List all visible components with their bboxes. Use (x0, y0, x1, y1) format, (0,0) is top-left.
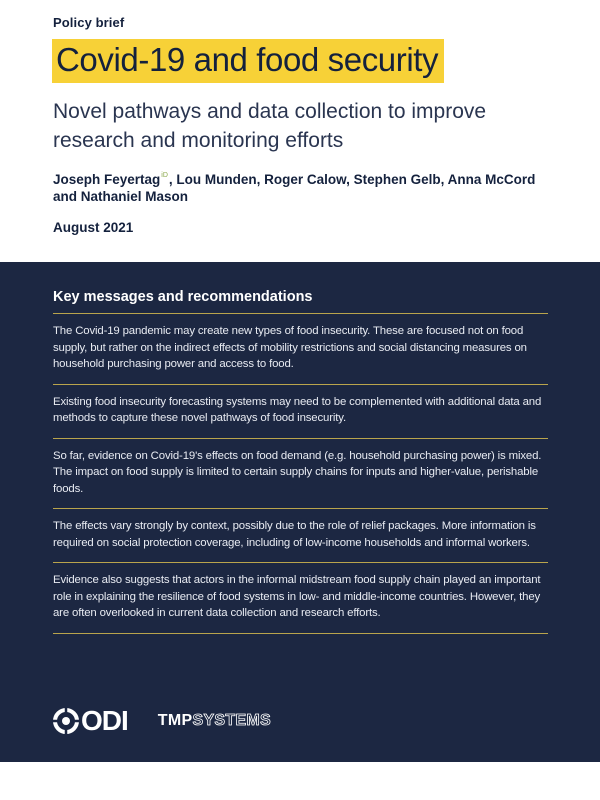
cover-header (0, 0, 600, 262)
partner-logos (53, 707, 271, 735)
key-message: The effects vary strongly by context, possibly due to the role of relief packages. More information is required on social protection coverage, including of low-income households and informal workers. (53, 520, 536, 549)
author-lead: Joseph Feyertag (53, 172, 161, 187)
key-message: The Covid-19 pandemic may create new types of food insecurity. These are focused not on food supply, but rather on the indirect effects of mobility restrictions and social distancing measures on household purchasing power and access to food. (53, 325, 527, 370)
tmp-systems-logo (158, 711, 271, 731)
divider (53, 633, 548, 634)
document-subtitle: Novel pathways and data collection to improve research and monitoring efforts (53, 100, 487, 152)
key-messages-panel (0, 262, 600, 762)
document-title: Covid-19 and food security (56, 41, 439, 78)
odi-wordmark: ODI (81, 705, 128, 736)
key-messages-list (53, 313, 548, 634)
title-highlight (52, 39, 444, 83)
publication-date: August 2021 (53, 220, 134, 235)
key-message: Existing food insecurity forecasting systems may need to be complemented with additional data and methods to capture these novel pathways of food insecurity. (53, 395, 542, 424)
author-rest: , Lou Munden, Roger Calow, Stephen Gelb, Anna McCord and Nathaniel Mason (53, 172, 536, 204)
key-messages-heading: Key messages and recommendations (53, 289, 313, 305)
odi-logo (53, 707, 128, 735)
odi-globe-icon (53, 708, 79, 734)
page-footer-margin (0, 762, 600, 800)
orcid-icon[interactable]: iD (161, 172, 168, 179)
key-message: Evidence also suggests that actors in the informal midstream food supply chain played an important role in explaining the resilience of food systems in low- and middle-income countries. However, they are often overlooked in current data collection and research efforts. (53, 574, 541, 619)
tmp-wordmark-outline: SYSTEMS (192, 712, 272, 729)
key-message: So far, evidence on Covid-19's effects on food demand (e.g. household purchasing power) is mixed. The impact on food supply is limited to certain supply chains for inputs and higher-value, perishable foods. (53, 449, 542, 495)
author-list (53, 171, 553, 205)
tmp-wordmark-bold: TMP (157, 712, 193, 729)
document-type-label: Policy brief (53, 15, 125, 30)
